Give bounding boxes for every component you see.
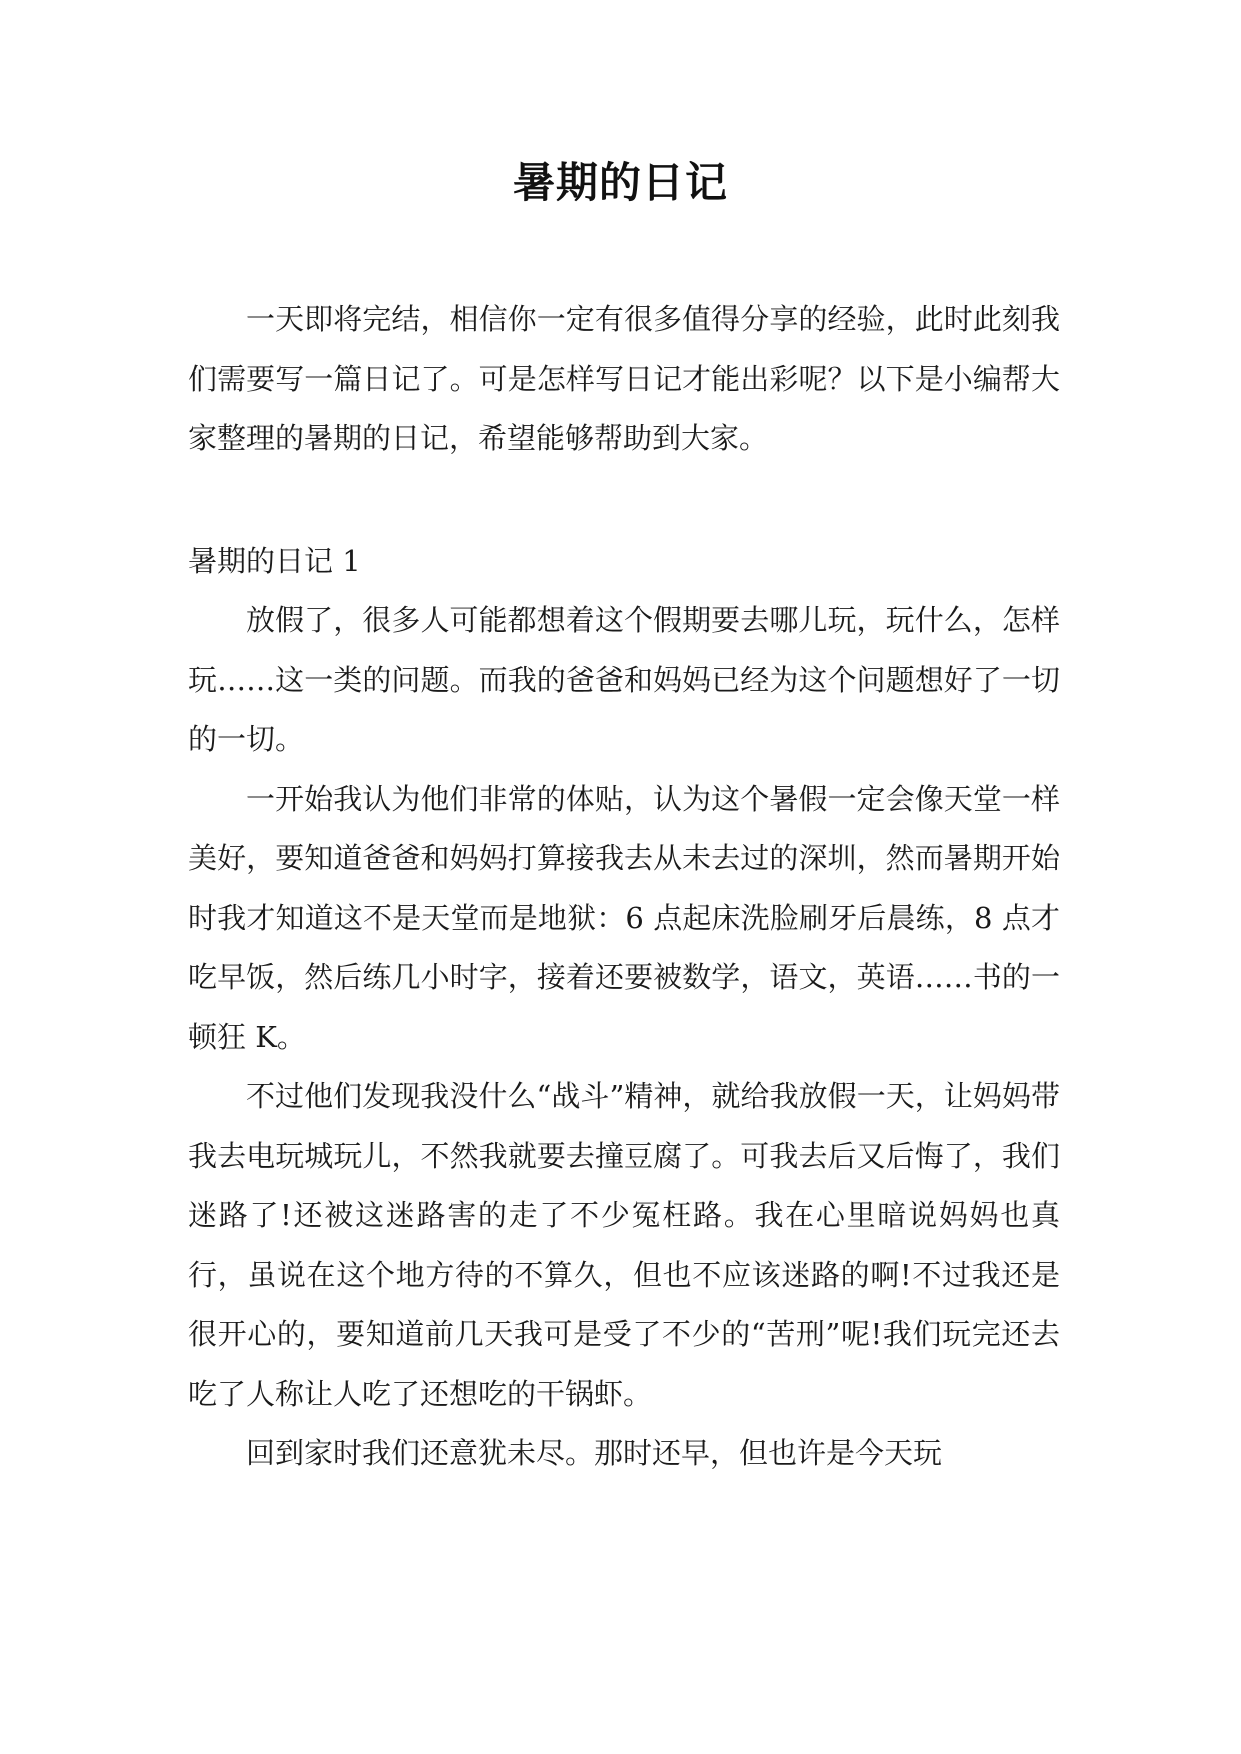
body-paragraph: 不过他们发现我没什么“战斗”精神，就给我放假一天，让妈妈带我去电玩城玩儿，不然我就要去撞豆腐了。可我去后又后悔了，我们迷路了!还被这迷路害的走了不少冤枉路。我在心里暗说妈妈也真行，虽说在这个地方待的不算久，但也不应该迷路的啊!不过我还是很开心的，要知道前几天我可是受了不少的“苦刑”呢!我们玩完还去吃了人称让人吃了还想吃的干锅虾。 [188,1079,1060,1411]
document-body [188,290,1060,1484]
body-paragraph: 回到家时我们还意犹未尽。那时还早，但也许是今天玩 [246,1436,943,1470]
intro-paragraph: 一天即将完结，相信你一定有很多值得分享的经验，此时此刻我们需要写一篇日记了。可是怎样写日记才能出彩呢？以下是小编帮大家整理的暑期的日记，希望能够帮助到大家。 [188,302,1060,455]
section-heading: 暑期的日记 1 [188,543,361,578]
body-paragraph: 一开始我认为他们非常的体贴，认为这个暑假一定会像天堂一样美好，要知道爸爸和妈妈打算接我去从未去过的深圳，然而暑期开始时我才知道这不是天堂而是地狱：6 点起床洗脸刷牙后晨练，8 点才吃早饭，然后练几小时字，接着还要被数学，语文，英语……书的一顿狂 K。 [188,781,1060,1054]
document-title: 暑期的日记 [512,158,728,207]
body-paragraph: 放假了，很多人可能都想着这个假期要去哪儿玩，玩什么，怎样玩……这一类的问题。而我的爸爸和妈妈已经为这个问题想好了一切的一切。 [188,603,1060,756]
